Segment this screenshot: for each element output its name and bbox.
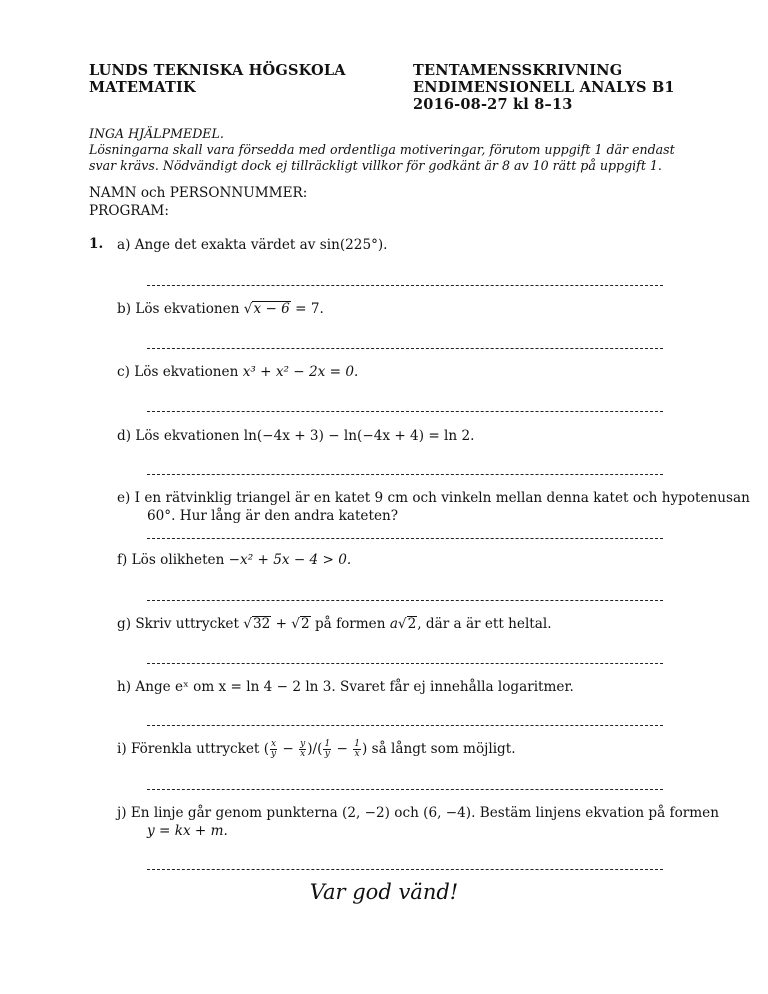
- answer-line-b[interactable]: [147, 348, 663, 349]
- instructions-heading: INGA HJÄLPMEDEL.: [89, 126, 224, 141]
- task-g-plus: +: [271, 616, 292, 632]
- task-e-line-1: e) I en rätvinklig triangel är en katet 9 cm och vinkeln mellan denna katet och hypotenusan: [117, 490, 750, 506]
- course-name: ENDIMENSIONELL ANALYS B1: [413, 79, 675, 96]
- frac-num: x: [271, 739, 277, 749]
- frac-den: x: [300, 749, 306, 759]
- answer-line-a[interactable]: [147, 285, 663, 286]
- header-right: [413, 62, 675, 113]
- task-a: [117, 236, 388, 254]
- exam-date: 2016-08-27 kl 8–13: [413, 96, 573, 113]
- exam-type: TENTAMENSSKRIVNING: [413, 62, 623, 79]
- answer-line-i[interactable]: [147, 789, 663, 790]
- task-g-mid: på formen: [310, 616, 390, 632]
- sqrt-sign: √: [243, 616, 252, 632]
- university-name: LUNDS TEKNISKA HÖGSKOLA: [89, 62, 346, 79]
- program-field-label: PROGRAM:: [89, 203, 169, 219]
- task-d: [117, 427, 474, 445]
- task-b-prefix: b) Lös ekvationen: [117, 301, 244, 317]
- task-i: [117, 740, 516, 759]
- minus-sign: −: [278, 741, 299, 757]
- instructions-line-2: svar krävs. Nödvändigt dock ej tillräckligt villkor för godkänt är 8 av 10 rätt på uppgift 1.: [89, 158, 662, 173]
- question-number: 1.: [89, 236, 104, 252]
- task-e: [117, 489, 750, 525]
- task-e-line-2: 60°. Hur lång är den andra kateten?: [147, 508, 399, 524]
- task-h: [117, 678, 574, 696]
- frac-den: y: [324, 749, 330, 759]
- frac-den: x: [354, 749, 360, 759]
- answer-line-j[interactable]: [147, 869, 663, 870]
- sqrt-sign: √: [397, 616, 407, 632]
- task-b-suffix: = 7.: [290, 301, 324, 317]
- task-f: [117, 551, 351, 569]
- fraction-y-over-x: [299, 740, 306, 759]
- frac-num: 1: [324, 739, 331, 749]
- answer-line-c[interactable]: [147, 411, 663, 412]
- answer-line-h[interactable]: [147, 725, 663, 726]
- task-g: [117, 615, 552, 633]
- minus-sign: −: [332, 741, 353, 757]
- instructions-line-1: Lösningarna skall vara försedda med ordentliga motiveringar, förutom uppgift 1 där endast: [89, 142, 675, 157]
- task-a-text: a) Ange det exakta värdet av sin(225°).: [117, 237, 388, 253]
- fraction-x-over-y: [270, 740, 277, 759]
- student-fields: [89, 184, 307, 220]
- task-c-prefix: c) Lös ekvationen: [117, 364, 243, 380]
- frac-num: y: [300, 739, 306, 749]
- task-j-line-1: j) En linje går genom punkterna (2, −2) och (6, −4). Bestäm linjens ekvation på formen: [117, 805, 719, 821]
- name-field-label: NAMN och PERSONNUMMER:: [89, 185, 308, 201]
- task-d-prefix: d) Lös ekvationen: [117, 428, 244, 444]
- fraction-1-over-y: [323, 740, 331, 759]
- answer-line-g[interactable]: [147, 663, 663, 664]
- frac-den: y: [271, 749, 277, 759]
- task-f-prefix: f) Lös olikheten: [117, 552, 229, 568]
- task-j-line-2: y = kx + m.: [147, 823, 228, 839]
- department-name: MATEMATIK: [89, 79, 196, 96]
- task-b: [117, 300, 324, 318]
- task-i-suffix: så långt som möjligt.: [367, 741, 516, 757]
- frac-num: 1: [354, 739, 360, 749]
- task-g-radicand-2: 2: [300, 616, 310, 632]
- answer-line-d[interactable]: [147, 474, 663, 475]
- task-i-prefix: i) Förenkla uttrycket: [117, 741, 264, 757]
- answer-line-f[interactable]: [147, 600, 663, 601]
- task-g-radicand-1: 32: [252, 616, 271, 632]
- paren-close-slash: )/(: [307, 741, 323, 757]
- task-j: [117, 804, 719, 840]
- header-left: [89, 62, 346, 96]
- task-g-suffix: , där a är ett heltal.: [417, 616, 552, 632]
- task-g-a: a: [389, 616, 398, 632]
- task-f-expression: −x² + 5x − 4 > 0.: [228, 552, 352, 568]
- paren-open: (: [263, 741, 270, 757]
- task-d-expression: ln(−4x + 3) − ln(−4x + 4) = ln 2.: [243, 428, 475, 444]
- task-c-expression: x³ + x² − 2x = 0.: [242, 364, 359, 380]
- task-g-prefix: g) Skriv uttrycket: [117, 616, 244, 632]
- task-h-text: h) Ange eˣ om x = ln 4 − 2 ln 3. Svaret får ej innehålla logaritmer.: [117, 679, 574, 695]
- instructions: [89, 126, 699, 174]
- sqrt-sign: √: [291, 616, 300, 632]
- answer-line-e[interactable]: [147, 538, 663, 539]
- fraction-1-over-x: [353, 740, 361, 759]
- task-g-radicand-3: 2: [407, 616, 417, 632]
- sqrt-sign: √: [243, 301, 253, 317]
- paren-close: ): [361, 741, 368, 757]
- turn-page-note: Var god vänd!: [309, 880, 459, 904]
- task-b-radicand: x − 6: [253, 301, 290, 317]
- task-c: [117, 363, 358, 381]
